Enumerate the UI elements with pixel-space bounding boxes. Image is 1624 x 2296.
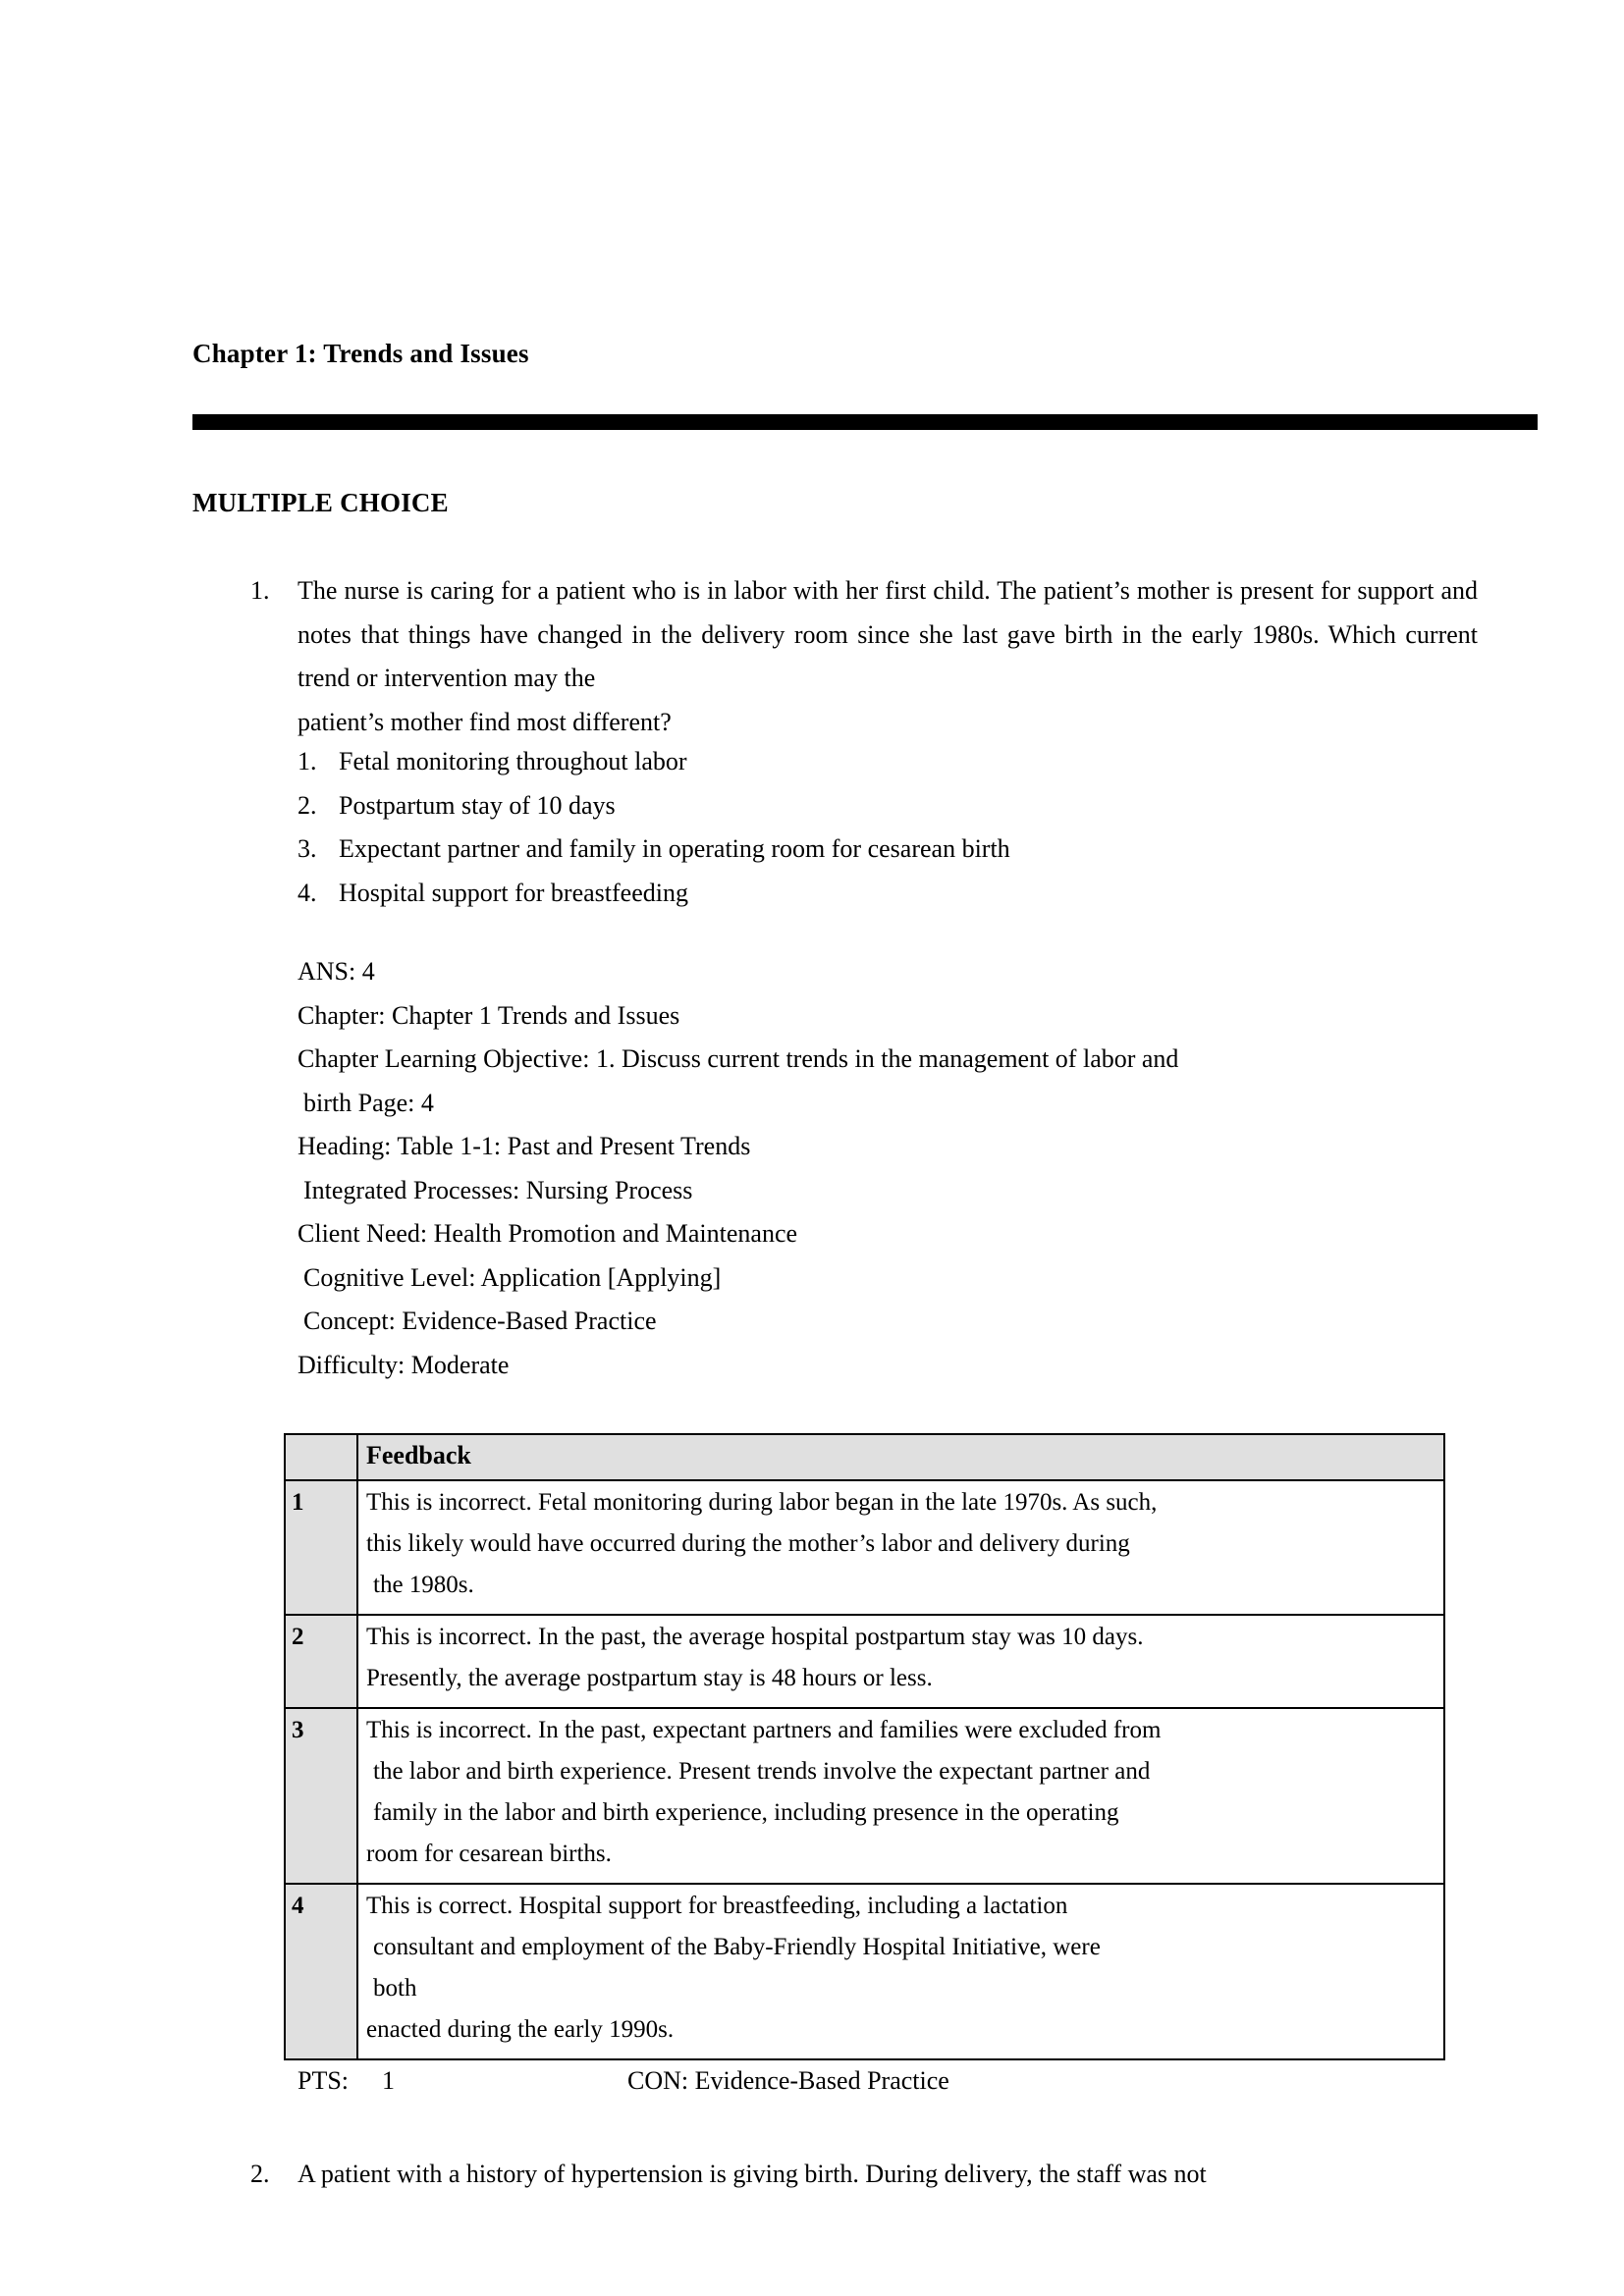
feedback-row-1-text xyxy=(357,1480,1444,1615)
metadata-client-need: Client Need: Health Promotion and Maintenance xyxy=(298,1219,798,1248)
metadata-integrated-processes: Integrated Processes: Nursing Process xyxy=(303,1175,693,1204)
feedback-row-2-line-1: This is incorrect. In the past, the average hospital postpartum stay was 10 days. xyxy=(366,1624,1144,1650)
answer-option-2-number: 2. xyxy=(298,790,317,820)
metadata-concept: Concept: Evidence-Based Practice xyxy=(303,1307,657,1335)
feedback-row-4-line-3: both xyxy=(373,1975,417,2002)
con-label: CON: Evidence-Based Practice xyxy=(627,2066,949,2095)
feedback-row-3-line-1: This is incorrect. In the past, expectant partners and families were excluded from xyxy=(366,1717,1162,1743)
pts-con-line xyxy=(298,2059,949,2104)
pts-value: 1 xyxy=(382,2066,396,2095)
feedback-row-2-text xyxy=(357,1615,1444,1708)
metadata-difficulty: Difficulty: Moderate xyxy=(298,1350,510,1379)
feedback-row-1-line-2: this likely would have occurred during the mother’s labor and delivery during xyxy=(366,1530,1130,1557)
question-2-number: 2. xyxy=(250,2160,270,2188)
feedback-table xyxy=(284,1433,1445,2060)
table-row xyxy=(285,1480,1444,1615)
answer-option-3[interactable] xyxy=(298,828,1427,872)
answer-option-3-number: 3. xyxy=(298,834,317,863)
question-2-block xyxy=(250,2153,1517,2197)
feedback-row-1-line-1: This is incorrect. Fetal monitoring during labor began in the late 1970s. As such, xyxy=(366,1489,1158,1516)
question-1-stem xyxy=(298,569,1478,744)
feedback-row-4-number: 4 xyxy=(285,1884,357,2059)
feedback-row-3-line-2: the labor and birth experience. Present trends involve the expectant partner and xyxy=(373,1758,1151,1785)
question-2-stem: A patient with a history of hypertension is giving birth. During delivery, the staff was not xyxy=(298,2160,1207,2188)
answer-option-3-label: Expectant partner and family in operating room for cesarean birth xyxy=(339,834,1010,863)
question-1-stem-line-4: patient’s mother find most different? xyxy=(298,707,672,736)
table-row xyxy=(285,1615,1444,1708)
feedback-row-1-number: 1 xyxy=(285,1480,357,1615)
metadata-chapter: Chapter: Chapter 1 Trends and Issues xyxy=(298,1000,680,1030)
question-1-block xyxy=(250,569,1478,744)
metadata-learning-objective: Chapter Learning Objective: 1. Discuss current trends in the management of labor and xyxy=(298,1044,1179,1073)
header-divider-rule xyxy=(192,414,1538,430)
question-metadata-block xyxy=(298,950,1476,1387)
feedback-row-2-line-2: Presently, the average postpartum stay is 48 hours or less. xyxy=(366,1665,933,1691)
answer-option-1[interactable] xyxy=(298,740,1427,784)
answer-option-2[interactable] xyxy=(298,784,1427,828)
question-1-stem-line-2: mother is present for support and notes that things have changed in the delivery room xyxy=(298,576,1478,649)
question-1-row xyxy=(250,569,1478,744)
feedback-table-header-feedback: Feedback xyxy=(357,1434,1444,1480)
feedback-table-header-blank xyxy=(285,1434,357,1480)
table-row xyxy=(285,1884,1444,2059)
answer-option-4[interactable] xyxy=(298,872,1427,916)
feedback-row-2-number: 2 xyxy=(285,1615,357,1708)
section-heading: MULTIPLE CHOICE xyxy=(192,488,449,517)
feedback-row-3-number: 3 xyxy=(285,1708,357,1884)
page-title: Chapter 1: Trends and Issues xyxy=(192,339,529,368)
answer-option-4-label: Hospital support for breastfeeding xyxy=(339,878,688,907)
metadata-heading: Heading: Table 1-1: Past and Present Trends xyxy=(298,1132,751,1160)
metadata-answer: ANS: 4 xyxy=(298,957,375,986)
answer-option-1-number: 1. xyxy=(298,747,317,775)
feedback-table-header-row xyxy=(285,1434,1444,1480)
answer-option-1-label: Fetal monitoring throughout labor xyxy=(339,747,687,775)
metadata-page: birth Page: 4 xyxy=(303,1088,434,1117)
question-1-stem-line-3: since she last gave birth in the early 1980s. Which current trend or intervention may the xyxy=(298,619,1478,692)
feedback-row-4-line-4: enacted during the early 1990s. xyxy=(366,2016,675,2043)
feedback-row-3-text xyxy=(357,1708,1444,1884)
question-1-number: 1. xyxy=(250,576,270,605)
table-row xyxy=(285,1708,1444,1884)
feedback-row-3-line-4: room for cesarean births. xyxy=(366,1841,612,1867)
answer-options-list xyxy=(298,740,1427,915)
question-2-row xyxy=(250,2153,1517,2197)
feedback-row-4-line-2: consultant and employment of the Baby-Friendly Hospital Initiative, were xyxy=(373,1934,1101,1960)
metadata-cognitive-level: Cognitive Level: Application [Applying] xyxy=(303,1262,722,1292)
answer-option-2-label: Postpartum stay of 10 days xyxy=(339,790,616,820)
feedback-row-3-line-3: family in the labor and birth experience, including presence in the operating xyxy=(373,1799,1119,1826)
feedback-row-1-line-3: the 1980s. xyxy=(373,1572,474,1598)
question-1-stem-line-1: The nurse is caring for a patient who is in labor with her first child. The patient’s xyxy=(298,576,1130,605)
answer-option-4-number: 4. xyxy=(298,878,317,907)
feedback-row-4-line-1: This is correct. Hospital support for breastfeeding, including a lactation xyxy=(366,1893,1068,1919)
feedback-row-4-text xyxy=(357,1884,1444,2059)
pts-label: PTS: xyxy=(298,2066,350,2095)
